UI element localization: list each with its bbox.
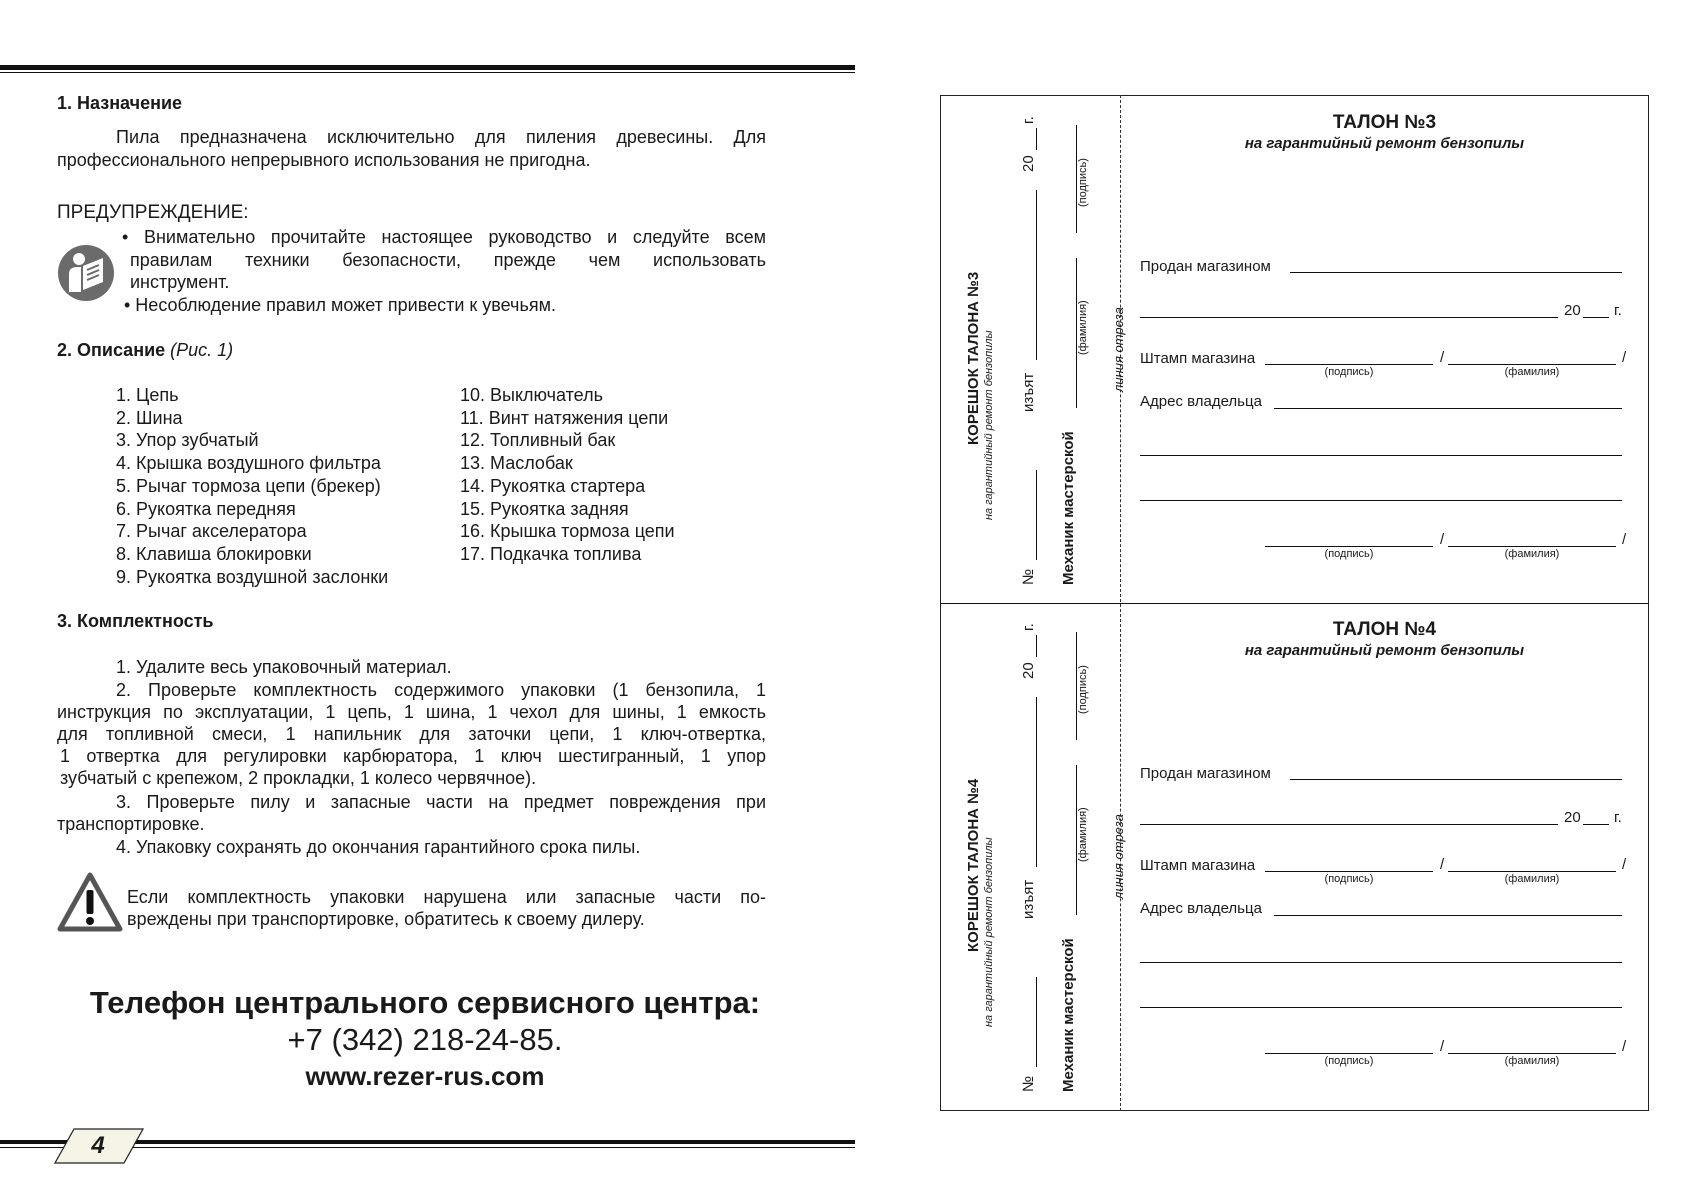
section-1-line-1: Пила предназначена исключительно для пиления древесины. Для xyxy=(116,127,766,147)
service-phone-title: Телефон центрального сервисного центра: xyxy=(89,985,761,1020)
warning-bullet-1-line-1: • Внимательно прочитайте настоящее руководство и следуйте всем xyxy=(122,227,766,247)
warning-title: ПРЕДУПРЕЖДЕНИЕ: xyxy=(57,202,249,223)
coupon-3-title: ТАЛОН №3 xyxy=(1332,112,1437,133)
caution-icon xyxy=(57,872,123,932)
warning-bullet-1-line-2: правилам техники безопасности, прежде чем использовать xyxy=(130,250,766,270)
stub-3-year-suffix: г. xyxy=(1020,116,1037,124)
list-item: 5. Рычаг тормоза цепи (брекер) xyxy=(116,475,381,496)
list-item: 13. Маслобак xyxy=(460,453,573,474)
read-manual-icon xyxy=(57,244,115,302)
coupon-3-surname-caption: (фамилия) xyxy=(1504,548,1560,560)
section-3-item-3-line-1: 3. Проверьте пилу и запасные части на предмет повреждения при xyxy=(116,792,766,812)
coupon-3-stamp-surname-field[interactable] xyxy=(1448,364,1616,365)
stub-3-year-prefix: 20 xyxy=(1020,155,1037,172)
section-1-line-2: профессионального непрерывного использования не пригодна. xyxy=(57,150,591,170)
coupon-3-slash-2: / xyxy=(1622,349,1627,366)
stub-4-number-field[interactable] xyxy=(1036,977,1037,1067)
stub-4-number-label: № xyxy=(1020,1075,1037,1092)
stub-4-year-prefix: 20 xyxy=(1020,662,1037,679)
list-item: 11. Винт натяжения цепи xyxy=(460,407,669,428)
stub-4-subtitle: на гарантийный ремонт бензопилы xyxy=(983,837,995,1027)
section-3-item-4: 4. Упаковку сохранять до окончания гарантийного срока пилы. xyxy=(116,837,641,857)
section-3-item-3-line-2: транспортировке. xyxy=(57,814,205,834)
page-number: 4 xyxy=(91,1132,105,1159)
coupon-3-slash-4: / xyxy=(1622,531,1627,548)
list-item: 1. Цепь xyxy=(116,385,179,405)
coupon-3-year-prefix: 20 xyxy=(1564,302,1581,319)
coupon-3-sold-by-label: Продан магазином xyxy=(1140,258,1271,275)
stub-3-removed-label: изъят xyxy=(1020,372,1037,412)
list-item: 3. Упор зубчатый xyxy=(116,430,259,451)
coupon-3-surname-field[interactable] xyxy=(1448,546,1616,547)
coupon-3-stamp-surname-caption: (фамилия) xyxy=(1504,366,1560,378)
coupon-3-subtitle: на гарантийный ремонт бензопилы xyxy=(1244,135,1525,152)
coupon-3-year-field[interactable] xyxy=(1583,317,1609,318)
coupon-4-sold-by-field[interactable] xyxy=(1290,779,1622,780)
coupon-4-slash-2: / xyxy=(1622,856,1627,873)
list-item: 8. Клавиша блокировки xyxy=(116,543,312,564)
coupon-3-owner-address-field-3[interactable] xyxy=(1140,500,1622,501)
coupon-4-sign-field[interactable] xyxy=(1265,1053,1433,1054)
coupon-4-stamp-surname-caption: (фамилия) xyxy=(1504,873,1560,885)
list-item: 4. Крышка воздушного фильтра xyxy=(116,453,381,474)
section-2-figure-ref: (Рис. 1) xyxy=(170,340,234,360)
section-2-title xyxy=(57,340,233,361)
coupon-4-year-suffix: г. xyxy=(1614,809,1622,826)
list-item: 6. Рукоятка передняя xyxy=(116,498,296,519)
coupon-4-sold-by-label: Продан магазином xyxy=(1140,765,1271,782)
coupon-4-owner-address-field-1[interactable] xyxy=(1274,915,1622,916)
coupon-4-title: ТАЛОН №4 xyxy=(1332,619,1437,640)
section-3-item-1: 1. Удалите весь упаковочный материал. xyxy=(116,657,452,677)
service-phone-number: +7 (342) 218-24-85. xyxy=(287,1022,563,1057)
stub-4-year-suffix: г. xyxy=(1020,623,1037,631)
stub-4-removed-label: изъят xyxy=(1020,879,1037,919)
coupon-4-owner-address-label: Адрес владельца xyxy=(1140,900,1262,917)
stub-3-surname-caption: (фамилия) xyxy=(1077,300,1089,355)
list-item: 10. Выключатель xyxy=(460,385,603,405)
caution-line-2: вреждены при транспортировке, обратитесь к своему дилеру. xyxy=(127,909,645,929)
coupon-4-stamp-sign-caption: (подпись) xyxy=(1324,873,1374,885)
stub-3-title: КОРЕШОК ТАЛОНА №3 xyxy=(965,271,982,445)
section-3-title: 3. Комплектность xyxy=(57,611,214,631)
coupon-3-owner-address-field-2[interactable] xyxy=(1140,455,1622,456)
section-1-title: 1. Назначение xyxy=(57,93,183,113)
coupon-4-slash-4: / xyxy=(1622,1038,1627,1055)
list-item: 12. Топливный бак xyxy=(460,430,616,451)
stub-3-date-field[interactable] xyxy=(1036,190,1037,360)
coupon-4-slash-1: / xyxy=(1440,856,1445,873)
section-3-item-2-line-5: зубчатый с крепежом, 2 прокладки, 1 колесо червячное). xyxy=(60,768,537,788)
coupon-4-stamp-sign-field[interactable] xyxy=(1265,871,1433,872)
coupon-3-date-field[interactable] xyxy=(1140,317,1558,318)
stub-4-year-field[interactable] xyxy=(1036,635,1037,657)
website-link[interactable]: www.rezer-rus.com xyxy=(305,1061,545,1091)
list-item: 7. Рычаг акселератора xyxy=(116,521,307,542)
top-rule xyxy=(0,65,855,70)
coupon-4-sign-caption: (подпись) xyxy=(1324,1055,1374,1067)
coupon-4-year-field[interactable] xyxy=(1583,824,1609,825)
stub-3-sign-caption: (подпись) xyxy=(1077,158,1089,207)
coupon-3-owner-address-label: Адрес владельца xyxy=(1140,393,1262,410)
list-item: 15. Рукоятка задняя xyxy=(460,498,629,519)
list-item: 2. Шина xyxy=(116,407,183,428)
stub-4-mechanic-label: Механик мастерской xyxy=(1060,938,1077,1092)
cut-line xyxy=(1120,95,1121,1111)
coupon-4-stamp-surname-field[interactable] xyxy=(1448,871,1616,872)
coupon-4-owner-address-field-2[interactable] xyxy=(1140,962,1622,963)
parts-list-right xyxy=(460,384,675,566)
coupon-3-sign-field[interactable] xyxy=(1265,546,1433,547)
coupon-4-stamp-label: Штамп магазина xyxy=(1140,857,1256,874)
coupon-4-owner-address-field-3[interactable] xyxy=(1140,1007,1622,1008)
coupon-3-stamp-label: Штамп магазина xyxy=(1140,350,1256,367)
list-item: 9. Рукоятка воздушной заслонки xyxy=(116,566,389,587)
coupon-3-owner-address-field-1[interactable] xyxy=(1274,408,1622,409)
section-3-item-2-line-3: для топливной смеси, 1 напильник для заточки цепи, 1 ключ-отвертка, xyxy=(57,724,766,744)
section-3-item-2-line-1: 2. Проверьте комплектность содержимого упаковки (1 бензопила, 1 xyxy=(116,680,766,700)
coupon-3-stamp-sign-caption: (подпись) xyxy=(1324,366,1374,378)
coupon-3-sold-by-field[interactable] xyxy=(1290,272,1622,273)
coupon-3-sign-caption: (подпись) xyxy=(1324,548,1374,560)
section-3-item-2-line-4: 1 отвертка для регулировки карбюратора, 1 ключ шестигранный, 1 упор xyxy=(60,746,766,766)
stub-4-sign-caption: (подпись) xyxy=(1077,665,1089,714)
stub-4-surname-caption: (фамилия) xyxy=(1077,807,1089,862)
coupon-4-surname-caption: (фамилия) xyxy=(1504,1055,1560,1067)
warning-bullet-2: • Несоблюдение правил может привести к увечьям. xyxy=(124,295,556,315)
stub-3-subtitle: на гарантийный ремонт бензопилы xyxy=(983,330,995,520)
stub-3-year-field[interactable] xyxy=(1036,128,1037,150)
section-2-title-text: 2. Описание xyxy=(57,340,166,360)
top-rule-thin xyxy=(0,72,855,73)
parts-list-left xyxy=(116,384,388,588)
coupon-3-slash-3: / xyxy=(1440,531,1445,548)
list-item: 14. Рукоятка стартера xyxy=(460,475,646,496)
caution-line-1: Если комплектность упаковки нарушена или запасные части по- xyxy=(127,887,766,907)
coupon-divider xyxy=(940,603,1649,604)
coupon-4-slash-3: / xyxy=(1440,1038,1445,1055)
stub-3-mechanic-label: Механик мастерской xyxy=(1060,431,1077,585)
coupon-4-subtitle: на гарантийный ремонт бензопилы xyxy=(1244,642,1525,659)
stub-3-number-label: № xyxy=(1020,568,1037,585)
coupon-3-slash-1: / xyxy=(1440,349,1445,366)
stub-3-cut-line-label: линия отреза xyxy=(1111,307,1126,392)
list-item: 16. Крышка тормоза цепи xyxy=(460,521,675,542)
warning-bullet-1-line-3: инструмент. xyxy=(130,272,230,292)
stub-4-cut-line-label: линия отреза xyxy=(1111,814,1126,899)
stub-3-number-field[interactable] xyxy=(1036,470,1037,560)
coupon-4-surname-field[interactable] xyxy=(1448,1053,1616,1054)
list-item: 17. Подкачка топлива xyxy=(460,543,642,564)
coupon-4-year-prefix: 20 xyxy=(1564,809,1581,826)
coupon-4-date-field[interactable] xyxy=(1140,824,1558,825)
section-3-item-2-line-2: инструкция по эксплуатации, 1 цепь, 1 шина, 1 чехол для шины, 1 емкость xyxy=(57,702,766,722)
stub-4-date-field[interactable] xyxy=(1036,697,1037,867)
coupon-3-stamp-sign-field[interactable] xyxy=(1265,364,1433,365)
stub-4-title: КОРЕШОК ТАЛОНА №4 xyxy=(965,778,982,952)
coupon-3-year-suffix: г. xyxy=(1614,302,1622,319)
